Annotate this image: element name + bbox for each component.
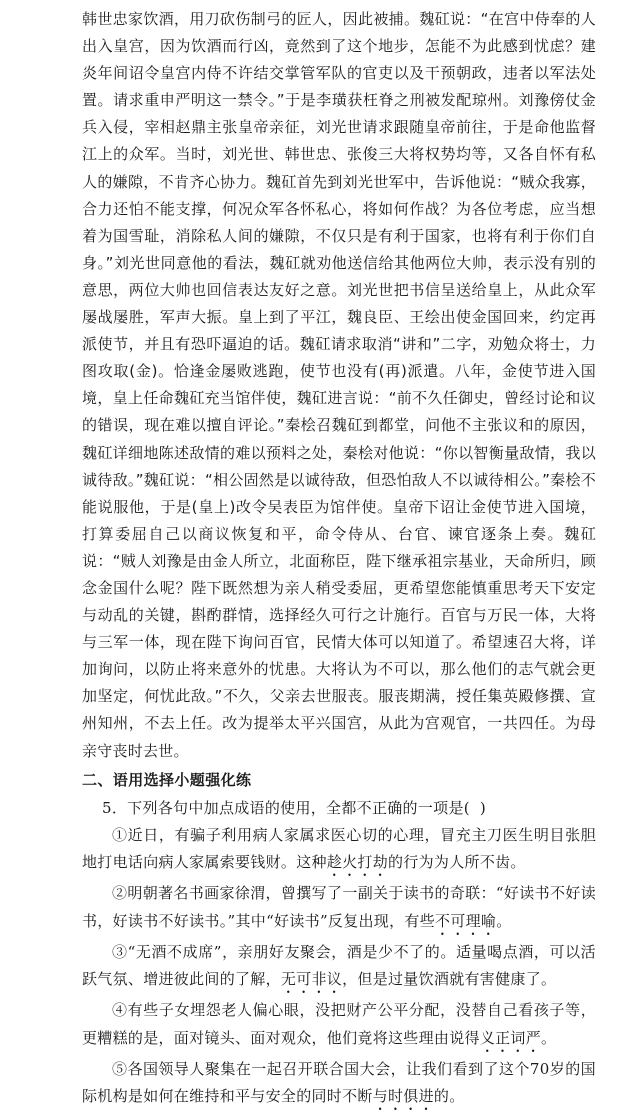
dotted-idiom: 趁火打劫 [326, 853, 389, 872]
option-text: ⑤各国领导人聚集在一起召开联合国大会，让我们看到了这个70岁的国际机构是如何在维持和平与安全的同时不断 [82, 1059, 596, 1106]
section-title: 二、语用选择小题强化练 [82, 770, 252, 789]
question-text: 下列各句中加点成语的使用，全都不正确的一项是( [127, 798, 470, 817]
option-item [82, 939, 596, 998]
option-text: 的。 [433, 1087, 465, 1106]
option-item [82, 880, 596, 939]
translation-paragraph: 韩世忠家饮酒，用刀砍伤制弓的匠人，因此被捕。魏矼说：“在宫中侍奉的人出入皇宫，因为饮酒而行凶，竟然到了这个地步，怎能不为此感到忧虑？建炎年间诏令皇宫内侍不许结交掌管军队的官吏以及干预朝政，违者以军法处置。请求重申严明这一禁令。”于是李璜获枉脊之刑被发配琼州。刘豫傍仗金兵入侵，宰相赵鼎主张皇帝亲征，刘光世请求跟随皇帝前往，于是命他监督江上的众军。当时，刘光世、韩世忠、张俊三大将权势均等，又各自怀有私人的嫌隙，不肯齐心协力。魏矼首先到刘光世军中，告诉他说：“贼众我寡，合力还怕不能支撑，何况众军各怀私心，将如何作战？为各位考虑，应当想着为国雪耻，消除私人间的嫌隙，不仅只是有利于国家，也将有利于你们自身。”刘光世同意他的看法，魏矼就劝他送信给其他两位大帅，表示没有别的意思，两位大帅也回信表达友好之意。刘光世把书信呈送给皇上，从此众军屡战屡胜，军声大振。皇上到了平江，魏良臣、王绘出使金国回来，约定再派使节，并且有恐吓逼迫的话。魏矼请求取消“讲和”二字，劝勉众将士，力图攻取(金)。恰逢金屡败逃跑，使节也没有(再)派遣。八年，金使节进入国境，皇上任命魏矼充当馆伴使，魏矼进言说：“前不久任御史，曾经讨论和议的错误，现在难以擅自评论。”秦桧召魏矼到都堂，问他不主张议和的原因，魏矼详细地陈述敌情的难以预料之处，秦桧对他说：“你以智衡量敌情，我以诚待敌。”魏矼说：“相公固然是以诚待敌，但恐怕敌人不以诚待相公。”秦桧不能说服他，于是(皇上)改令吴表臣为馆伴使。皇帝下诏让金使节进入国境，打算委屈自己以商议恢复和平，命令侍从、台官、谏官逐条上奏。魏矼说：“贼人刘豫是由金人所立，北面称臣，陛下继承祖宗基业，天命所归，顾念金国什么呢？陛下既然想为亲人稍受委屈，更希望您能慎重思考天下安定与动乱的关键，斟酌群情，选择经久可行之计施行。百官与万民一体，大将与三军一体，现在陛下询问百官，民情大体可以知道了。希望速召大将，详加询问，以防止将来意外的忧患。大将认为不可以，那么他们的志气就会更加坚定，何忧此敌。”不久，父亲去世服丧。服丧期满，授任集英殿修撰、宣州知州，不去上任。改为提举太平兴国宫，从此为宫观官，一共四任。为母亲守丧时去世。 [82, 10, 596, 760]
option-text: 的行为为人所不齿。 [388, 853, 526, 872]
question-number: 5． [102, 798, 128, 817]
dotted-idiom: 不可理喻 [435, 911, 497, 930]
option-text: 。 [496, 911, 512, 930]
option-text: ①近日，有骗子利用病人家属求医心切的心理，冒充主刀医生明目张胆地打电话向病人家属索要钱财。这种 [82, 825, 596, 872]
question-paren-close: ) [479, 798, 487, 817]
dotted-idiom: 与时俱进 [372, 1087, 434, 1106]
question-stem [102, 795, 596, 822]
dotted-idiom: 义正词严 [479, 1028, 542, 1047]
option-item [82, 822, 596, 881]
option-item [82, 1056, 596, 1114]
option-item [82, 997, 596, 1056]
option-text: ②明朝著名书画家徐渭，曾撰写了一副关于读书的奇联：“好读书不好读书，好读书不好读书。”其中“好读书”反复出现，有些 [82, 884, 596, 930]
option-text: 。 [541, 1028, 557, 1047]
option-text: ③“无酒不成席”，亲朋好友聚会，酒是少不了的。适量喝点酒，可以活跃气氛、增进彼此间的了解， [82, 942, 596, 989]
dotted-idiom: 无可非议 [280, 970, 343, 989]
option-text: ，但是过量饮酒就有害健康了。 [342, 970, 557, 989]
option-text: ④有些子女埋怨老人偏心眼，没把财产公平分配，没替自己看孩子等，更糟糕的是，面对镜头、面对观众，他们竟将这些理由说得 [82, 1001, 596, 1047]
